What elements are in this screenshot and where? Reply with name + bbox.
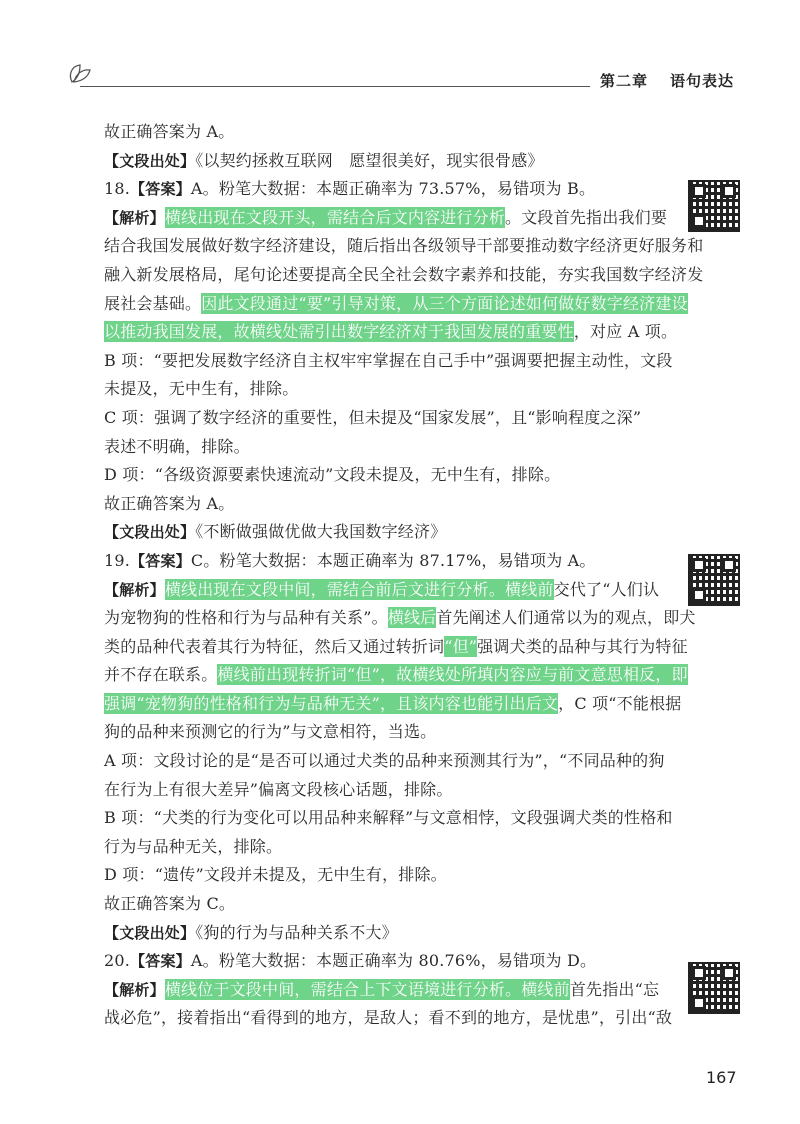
text-line [104, 690, 682, 719]
question-number: 18. [104, 179, 131, 199]
answer-stats: A。粉笔大数据：本题正确率为 73.57%，易错项为 B。 [190, 179, 596, 199]
highlighted-text: 因此文段通过“要”引导对策，从三个方面论述如何做好数字经济建设 [201, 293, 688, 313]
source-tag: 【文段出处】 [104, 151, 196, 170]
text-segment: 结合我国发展做好数字经济建设，随后指出各级领导干部要推动数字经济更好服务和 [104, 236, 704, 256]
text-line [104, 290, 688, 319]
source-line [104, 147, 678, 176]
qr-code-icon[interactable] [688, 180, 740, 232]
text-segment: C 项：强调了数字经济的重要性，但未提及“国家发展”，且“影响程度之深” [104, 407, 642, 427]
chapter-heading [600, 70, 734, 98]
text-segment: 故正确答案为 A。 [104, 493, 235, 513]
page-header [0, 58, 800, 98]
page-number: 167 [706, 1068, 737, 1087]
text-segment: 强调犬类的品种与其行为特征 [477, 636, 688, 656]
text-segment: 展社会基础。 [104, 293, 202, 313]
text-segment: 为宠物狗的性格和行为与品种有关系”。 [104, 608, 388, 628]
leaf-icon [62, 62, 102, 86]
text-line [104, 347, 678, 376]
answer-line [104, 947, 678, 976]
highlighted-text: 横线前出现转折词“但”，故横线处所填内容应与前文意思相反，即 [217, 665, 688, 685]
question-number: 19. [104, 550, 131, 570]
text-segment: 表述不明确，排除。 [104, 436, 250, 456]
text-segment: 未提及，无中生有，排除。 [104, 379, 299, 399]
text-segment: 狗的品种来预测它的行为”与文意相符，当选。 [104, 722, 437, 742]
source-tag: 【文段出处】 [104, 923, 196, 942]
text-segment: 并不存在联系。 [104, 665, 218, 685]
text-line [104, 118, 678, 147]
source-title: 《不断做强做优做大我国数字经济》 [195, 522, 447, 542]
analysis-line [104, 204, 678, 233]
source-title: 《以契约拯救互联网 愿望很美好，现实很骨感》 [195, 150, 544, 170]
text-segment: ，对应 A 项。 [573, 322, 678, 342]
text-line [104, 232, 704, 261]
answer-stats: A。粉笔大数据：本题正确率为 80.76%，易错项为 D。 [190, 951, 597, 971]
answer-tag: 【答案】 [130, 180, 191, 199]
text-line [104, 461, 678, 490]
text-segment: 交代了“人们认 [553, 579, 660, 599]
highlighted-text: 强调“宠物狗的性格和行为与品种无关”，且该内容也能引出后文 [104, 693, 559, 713]
text-segment: D 项：“各级资源要素快速流动”文段未提及，无中生有，排除。 [104, 465, 561, 485]
source-line [104, 518, 678, 547]
question-number: 20. [104, 951, 131, 971]
text-line [104, 661, 688, 690]
answer-tag: 【答案】 [130, 952, 191, 971]
text-line [104, 261, 704, 290]
answer-text [104, 118, 704, 1033]
answer-line [104, 547, 678, 576]
source-title: 《狗的行为与品种关系不大》 [195, 922, 398, 942]
text-line [104, 604, 696, 633]
answer-tag: 【答案】 [130, 551, 191, 570]
text-line [104, 404, 678, 433]
qr-code-icon[interactable] [688, 554, 740, 606]
text-segment: 。文段首先指出我们要 [505, 207, 668, 227]
text-segment: D 项：“遗传”文段并未提及，无中生有，排除。 [104, 865, 447, 885]
text-line [104, 804, 678, 833]
analysis-line [104, 976, 678, 1005]
text-segment: 首先指出“忘 [569, 979, 660, 999]
text-segment: 战必危”，接着指出“看得到的地方，是敌人；看不到的地方，是忧患”，引出“敌 [104, 1008, 673, 1028]
text-line [104, 433, 678, 462]
text-line [104, 833, 678, 862]
text-segment: 首先阐述人们通常以为的观点，即犬 [436, 608, 696, 628]
text-line [104, 718, 678, 747]
text-segment: ，C 项“不能根据 [558, 693, 682, 713]
text-line [104, 633, 688, 662]
source-line [104, 919, 678, 948]
highlighted-text: 横线后 [387, 608, 437, 628]
text-line [104, 747, 678, 776]
highlighted-text: 横线出现在文段中间，需结合前后文进行分析。横线前 [164, 579, 554, 599]
highlighted-text: “但” [444, 636, 478, 656]
highlighted-text: 横线位于文段中间，需结合上下文语境进行分析。横线前 [164, 979, 570, 999]
text-segment: B 项：“要把发展数字经济自主权牢牢掌握在自己手中”强调要把握主动性，文段 [104, 350, 673, 370]
text-line [104, 318, 678, 347]
chapter-label: 第二章 [600, 72, 649, 90]
text-segment: 融入新发展格局，尾句论述要提高全民全社会数字素养和技能，夯实我国数字经济发 [104, 264, 704, 284]
analysis-tag: 【解析】 [104, 580, 165, 599]
text-segment: 类的品种代表着其行为特征，然后又通过转折词 [104, 636, 445, 656]
text-segment: A 项：文段讨论的是“是否可以通过犬类的品种来预测其行为”，“不同品种的狗 [104, 751, 665, 771]
text-segment: 故正确答案为 A。 [104, 122, 235, 141]
answer-line [104, 175, 678, 204]
highlighted-text: 以推动我国发展，故横线处需引出数字经济对于我国发展的重要性 [104, 322, 574, 342]
section-label: 语句表达 [670, 72, 735, 90]
text-line [104, 1004, 678, 1033]
text-line [104, 375, 678, 404]
text-segment: 行为与品种无关，排除。 [104, 836, 283, 856]
analysis-line [104, 576, 678, 605]
analysis-tag: 【解析】 [104, 208, 165, 227]
text-segment: 在行为上有很大差异”偏离文段核心话题，排除。 [104, 779, 453, 799]
answer-stats: C。粉笔大数据：本题正确率为 87.17%，易错项为 A。 [190, 550, 596, 570]
analysis-tag: 【解析】 [104, 980, 165, 999]
text-line [104, 861, 678, 890]
text-line [104, 490, 678, 519]
source-tag: 【文段出处】 [104, 523, 196, 542]
highlighted-text: 横线出现在文段开头，需结合后文内容进行分析 [164, 207, 506, 227]
header-rule [80, 86, 590, 87]
text-segment: B 项：“犬类的行为变化可以用品种来解释”与文意相悖，文段强调犬类的性格和 [104, 808, 673, 828]
text-line [104, 776, 678, 805]
text-segment: 故正确答案为 C。 [104, 894, 236, 914]
qr-code-icon[interactable] [688, 962, 740, 1014]
text-line [104, 890, 678, 919]
